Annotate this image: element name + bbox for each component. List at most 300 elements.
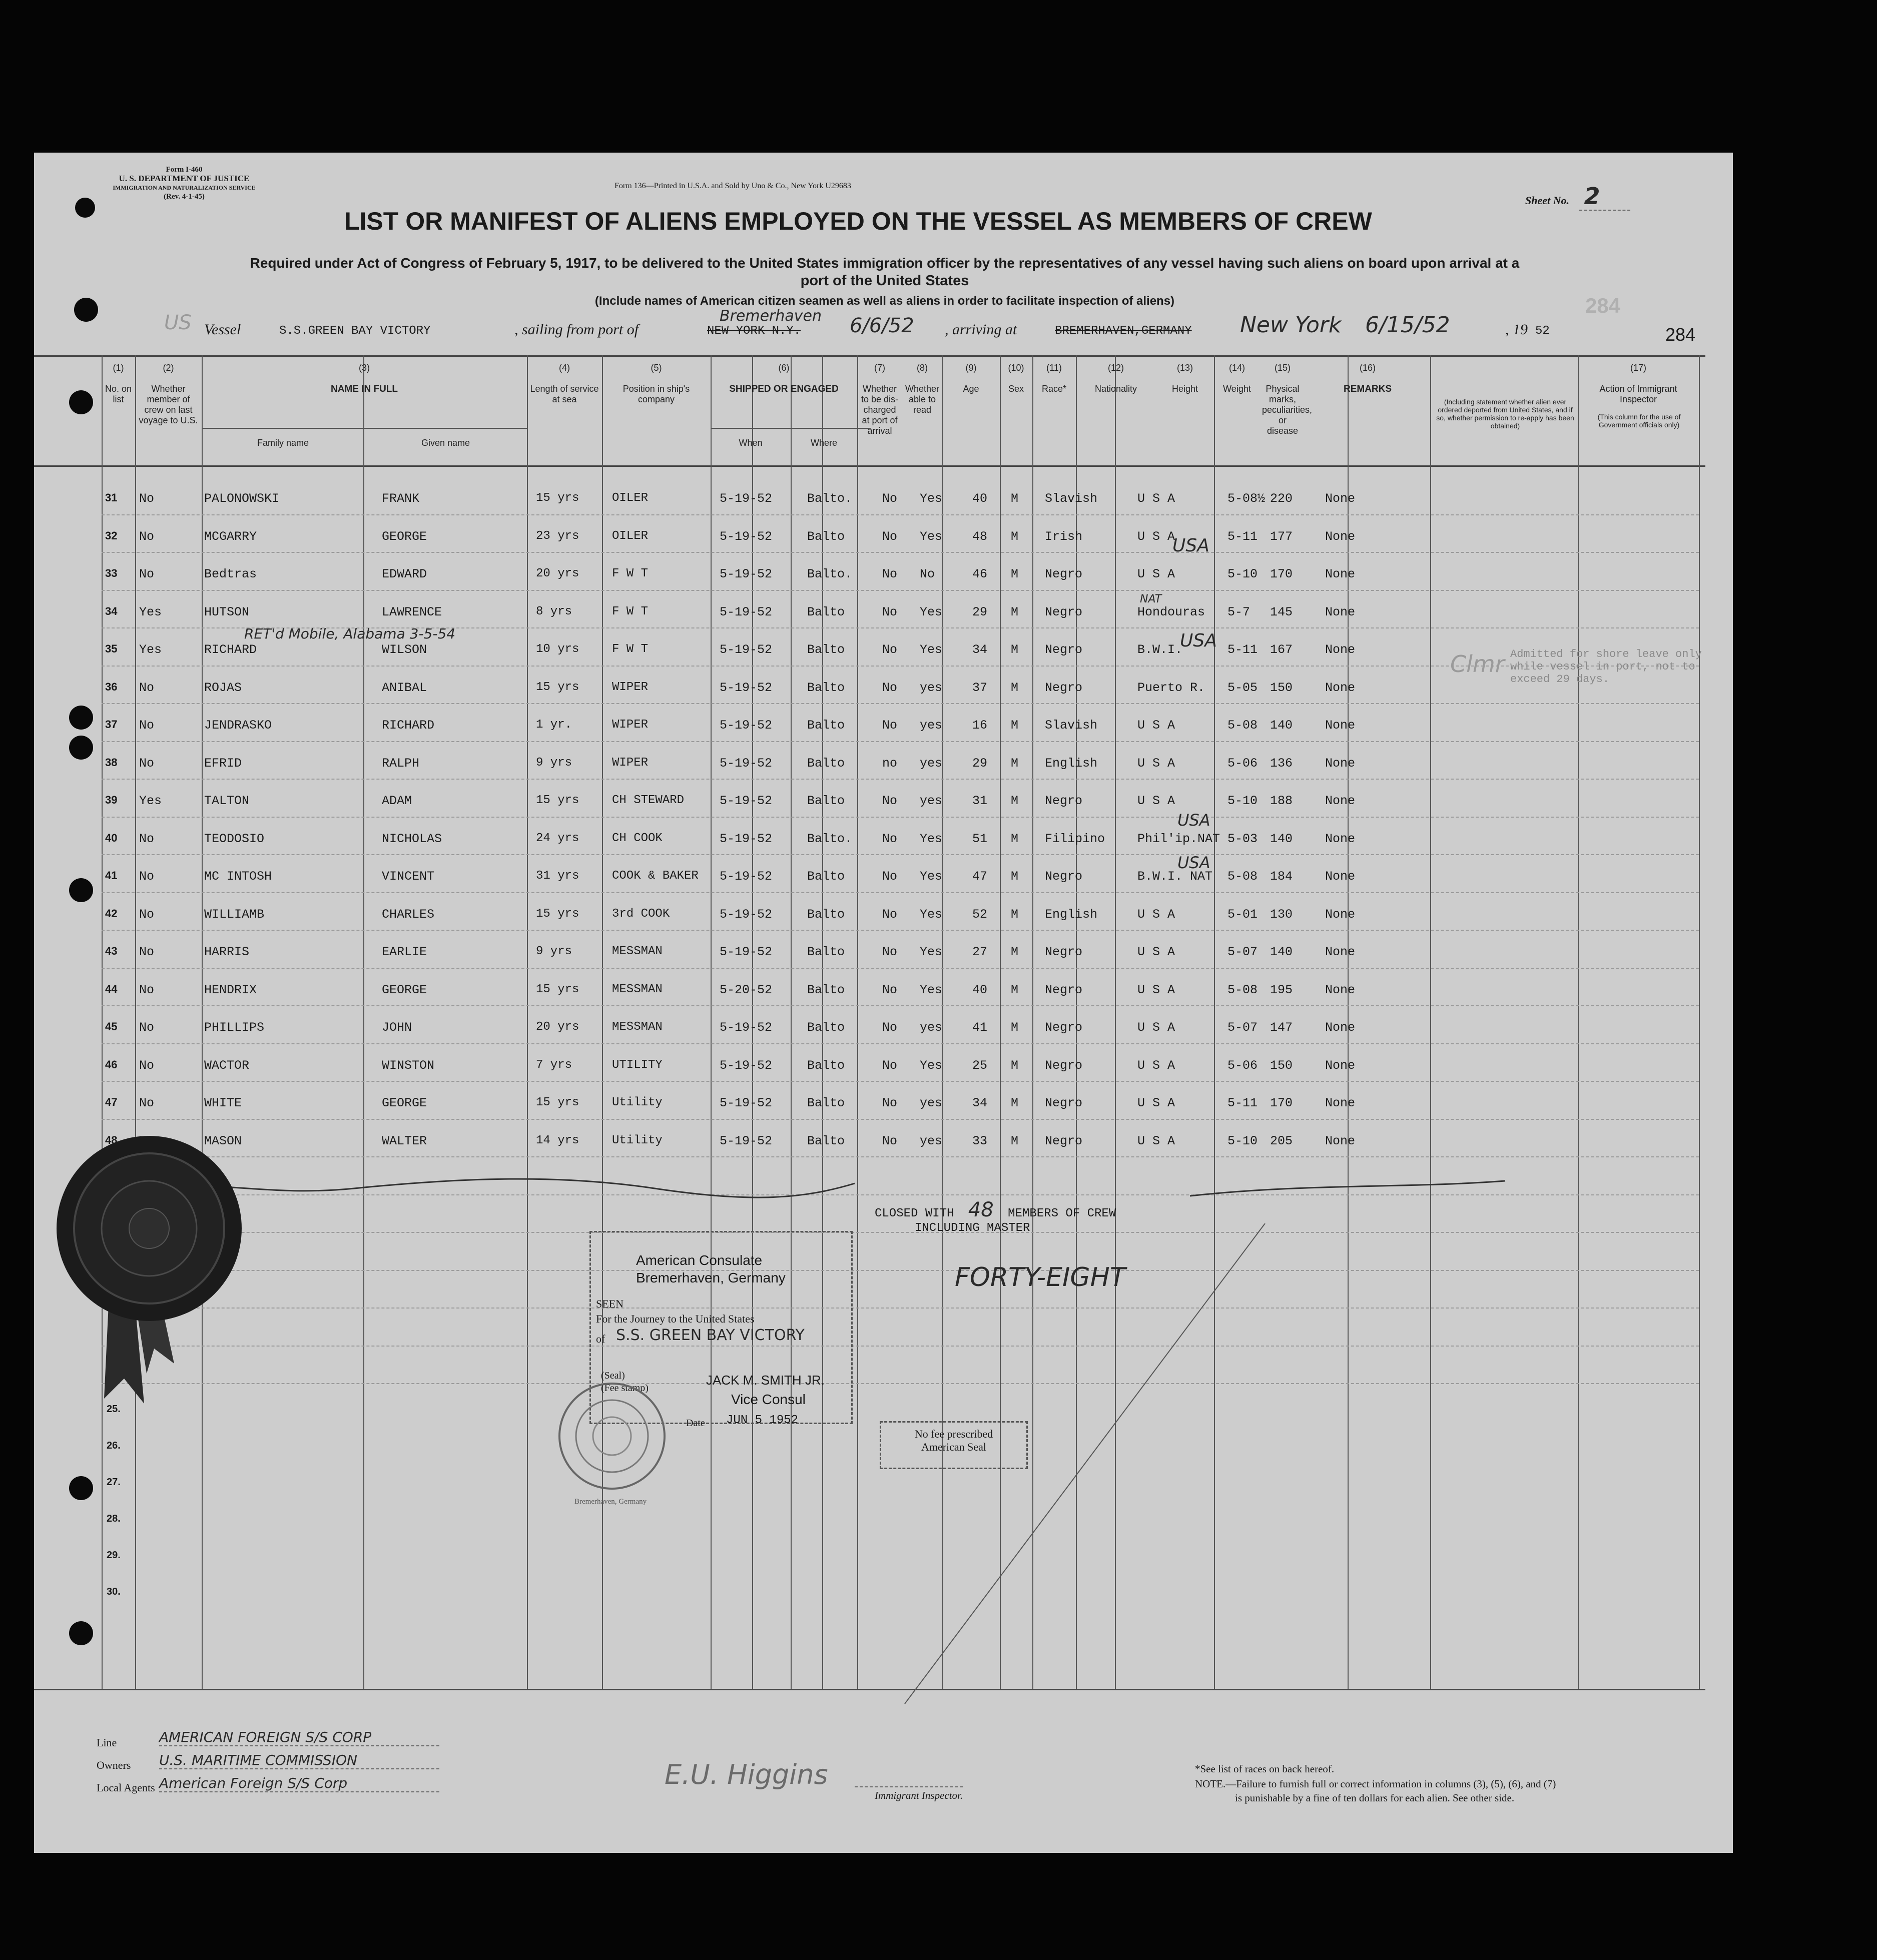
shipped-subheader-line xyxy=(711,428,871,429)
column-header-label: Length of service at sea xyxy=(530,384,599,404)
cell-race: English xyxy=(1045,756,1098,771)
cell-when: 5-19-52 xyxy=(720,680,773,695)
consulate-vessel: S.S. GREEN BAY VICTORY xyxy=(616,1327,805,1344)
cell-given: LAWRENCE xyxy=(382,604,442,619)
row-rule xyxy=(102,1081,1699,1082)
cell-age: 16 xyxy=(972,718,988,733)
column-header-number: (8) xyxy=(917,363,928,373)
cell-weight: 140 xyxy=(1270,831,1293,846)
cell-service: 8 yrs xyxy=(536,604,572,618)
cell-where: Balto xyxy=(807,907,845,922)
usa-annotation-3: USA xyxy=(1177,811,1210,830)
seal-text: Bremerhaven, Germany xyxy=(574,1498,647,1506)
column-header-number: (5) xyxy=(651,363,662,373)
cell-position: MESSMAN xyxy=(612,945,663,958)
cell-read: yes xyxy=(920,718,943,733)
cell-no: 47 xyxy=(105,1096,118,1108)
arriving-label: , arriving at xyxy=(945,321,1017,338)
cell-family: MC INTOSH xyxy=(204,869,272,884)
row-rule xyxy=(102,590,1699,591)
cell-read: Yes xyxy=(920,1058,943,1073)
cell-read: Yes xyxy=(920,529,943,544)
cell-age: 34 xyxy=(972,642,988,657)
cell-given: CHARLES xyxy=(382,907,435,922)
cell-service: 23 yrs xyxy=(536,529,579,543)
cell-no: 38 xyxy=(105,756,118,769)
cell-read: Yes xyxy=(920,907,943,922)
races-note: *See list of races on back hereof. xyxy=(1195,1763,1335,1775)
vessel-mark: US xyxy=(164,311,192,334)
cell-when: 5-19-52 xyxy=(720,831,773,846)
returned-note: RET'd Mobile, Alabama 3-5-54 xyxy=(244,625,456,642)
cell-discharge: No xyxy=(882,529,898,544)
cell-position: Utility xyxy=(612,1133,663,1147)
cell-height: 5-10 xyxy=(1227,794,1258,808)
consulate-date-label: Date xyxy=(686,1418,705,1429)
column-divider xyxy=(102,355,103,1689)
cell-where: Balto xyxy=(807,869,845,884)
cell-given: WILSON xyxy=(382,642,427,657)
cell-weight: 220 xyxy=(1270,491,1293,506)
cell-given: GEORGE xyxy=(382,529,427,544)
row-rule xyxy=(102,703,1699,704)
remarks-note: (Including statement whether alien ever ordered deported from United States, and if so, whether permission to re-apply has been obtained) xyxy=(1436,398,1574,430)
column-header-number: (6) xyxy=(778,363,790,373)
empty-row-number: 25. xyxy=(107,1404,121,1415)
cell-age: 40 xyxy=(972,491,988,506)
cell-age: 47 xyxy=(972,869,988,884)
cell-read: No xyxy=(920,567,935,581)
cell-discharge: No xyxy=(882,831,898,846)
owners-label: Owners xyxy=(97,1759,131,1771)
cell-discharge: No xyxy=(882,1058,898,1073)
cell-given: WINSTON xyxy=(382,1058,435,1073)
cell-height: 5-10 xyxy=(1227,567,1258,581)
cell-where: Balto xyxy=(807,794,845,808)
cell-service: 24 yrs xyxy=(536,831,579,845)
cell-position: CH STEWARD xyxy=(612,794,685,807)
cell-height: 5-08½ xyxy=(1227,491,1266,506)
embossed-seal-icon xyxy=(554,1379,670,1494)
cell-when: 5-19-52 xyxy=(720,907,773,922)
column-divider xyxy=(791,355,792,1689)
cell-when: 5-19-52 xyxy=(720,1020,773,1035)
cell-where: Balto xyxy=(807,604,845,619)
cell-position: F W T xyxy=(612,642,649,656)
cell-race: Negro xyxy=(1045,604,1083,619)
cell-weight: 130 xyxy=(1270,907,1293,922)
cell-family: Bedtras xyxy=(204,567,257,581)
cell-discharge: No xyxy=(882,907,898,922)
subtitle-line-3: (Include names of American citizen seamen as well as aliens in order to facilitate inspection of aliens) xyxy=(594,294,1175,308)
cell-where: Balto xyxy=(807,529,845,544)
cell-age: 29 xyxy=(972,604,988,619)
cell-family: PALONOWSKI xyxy=(204,491,280,506)
cell-when: 5-19-52 xyxy=(720,1096,773,1110)
cell-height: 5-07 xyxy=(1227,945,1258,959)
cell-read: Yes xyxy=(920,604,943,619)
cell-where: Balto. xyxy=(807,491,853,506)
cell-height: 5-03 xyxy=(1227,831,1258,846)
cell-age: 33 xyxy=(972,1133,988,1148)
cell-nationality: U S A xyxy=(1137,1020,1175,1035)
cell-when: 5-19-52 xyxy=(720,642,773,657)
cell-nationality: U S A xyxy=(1137,982,1175,997)
cell-given: ANIBAL xyxy=(382,680,427,695)
cell-where: Balto. xyxy=(807,831,853,846)
cell-where: Balto xyxy=(807,718,845,733)
cell-nationality: U S A xyxy=(1137,945,1175,959)
cell-weight: 170 xyxy=(1270,1096,1293,1110)
cell-family: JENDRASKO xyxy=(204,718,272,733)
cell-weight: 205 xyxy=(1270,1133,1293,1148)
cell-no: 31 xyxy=(105,491,118,504)
cell-weight: 184 xyxy=(1270,869,1293,884)
cell-sex: M xyxy=(1011,1020,1019,1035)
cell-given: NICHOLAS xyxy=(382,831,442,846)
name-subheader-line xyxy=(202,428,527,429)
cell-family: WHITE xyxy=(204,1096,242,1110)
cell-marks: None xyxy=(1325,831,1356,846)
subheader-family: Family name xyxy=(257,438,309,448)
column-header-number: (2) xyxy=(163,363,174,373)
cell-race: Negro xyxy=(1045,945,1083,959)
agents-label: Local Agents xyxy=(97,1781,155,1794)
cell-race: Negro xyxy=(1045,982,1083,997)
cell-position: MESSMAN xyxy=(612,982,663,996)
cell-where: Balto. xyxy=(807,567,853,581)
column-header-label: Nationality xyxy=(1094,384,1137,394)
cell-given: GEORGE xyxy=(382,982,427,997)
agents-value: American Foreign S/S Corp xyxy=(159,1775,439,1792)
cell-sex: M xyxy=(1011,945,1019,959)
cell-sex: M xyxy=(1011,869,1019,884)
column-header-label: SHIPPED OR ENGAGED xyxy=(729,384,839,394)
cell-sex: M xyxy=(1011,794,1019,808)
cell-given: JOHN xyxy=(382,1020,412,1035)
subheader-given: Given name xyxy=(421,438,470,448)
table-bottom-border xyxy=(34,1689,1705,1690)
cell-when: 5-19-52 xyxy=(720,604,773,619)
cell-when: 5-19-52 xyxy=(720,1133,773,1148)
cell-height: 5-05 xyxy=(1227,680,1258,695)
column-header-number: (17) xyxy=(1630,363,1646,373)
column-header-number: (3) xyxy=(359,363,370,373)
column-header-number: (14) xyxy=(1228,363,1245,373)
cell-position: 3rd COOK xyxy=(612,907,670,921)
cell-no: 44 xyxy=(105,982,118,995)
column-divider xyxy=(711,355,712,1689)
cell-sex: M xyxy=(1011,1058,1019,1073)
cell-family: MASON xyxy=(204,1133,242,1148)
column-header-label: Whether member of crew on last voyage to U.S. xyxy=(139,384,198,425)
sheet-no: 2 xyxy=(1579,183,1630,211)
cell-weight: 140 xyxy=(1270,945,1293,959)
cell-marks: None xyxy=(1325,529,1356,544)
cell-position: F W T xyxy=(612,604,649,618)
cell-sex: M xyxy=(1011,831,1019,846)
cell-prev: Yes xyxy=(139,642,162,657)
cell-prev: No xyxy=(139,718,155,733)
column-header-label: Position in ship's company xyxy=(622,384,690,404)
cell-family: HUTSON xyxy=(204,604,250,619)
cell-nationality: Phil'ip.NAT xyxy=(1137,831,1220,846)
cell-given: RICHARD xyxy=(382,718,435,733)
cell-no: 36 xyxy=(105,680,118,693)
row-rule xyxy=(102,930,1699,931)
column-header-label: Height xyxy=(1171,384,1198,394)
cell-read: Yes xyxy=(920,869,943,884)
cell-nationality: Hondouras xyxy=(1137,604,1205,619)
column-header-label: Whether to be dis-charged at port of arrival xyxy=(861,384,899,436)
cell-when: 5-19-52 xyxy=(720,869,773,884)
cell-no: 45 xyxy=(105,1020,118,1033)
department: U. S. DEPARTMENT OF JUSTICE xyxy=(119,174,250,183)
cell-given: ADAM xyxy=(382,794,412,808)
consulate-seal: (Seal) xyxy=(601,1370,625,1381)
cell-position: COOK & BAKER xyxy=(612,869,699,883)
row-rule xyxy=(102,779,1699,780)
cell-race: Slavish xyxy=(1045,718,1098,733)
cell-prev: No xyxy=(139,1058,155,1073)
cell-service: 15 yrs xyxy=(536,491,579,505)
empty-row-number: 30. xyxy=(107,1586,121,1597)
cell-age: 31 xyxy=(972,794,988,808)
sailing-label: , sailing from port of xyxy=(514,321,639,338)
cell-race: Negro xyxy=(1045,1096,1083,1110)
cell-marks: None xyxy=(1325,869,1356,884)
subheader-where: Where xyxy=(810,438,837,448)
subtitle-line-1: Required under Act of Congress of February 5, 1917, to be delivered to the United States immigration officer by the representatives of any vessel having such aliens on board upon arrival at a xyxy=(250,255,1520,271)
column-header-label: Action of Immigrant Inspector xyxy=(1599,384,1677,404)
cell-age: 34 xyxy=(972,1096,988,1110)
cell-when: 5-19-52 xyxy=(720,1058,773,1073)
cell-height: 5-11 xyxy=(1227,1096,1258,1110)
column-header-number: (9) xyxy=(965,363,977,373)
cell-race: Slavish xyxy=(1045,491,1098,506)
sheet-label: Sheet No. xyxy=(1525,194,1569,207)
cell-sex: M xyxy=(1011,491,1019,506)
cell-position: OILER xyxy=(612,491,649,505)
usa-annotation-4: USA xyxy=(1177,853,1210,872)
cell-height: 5-06 xyxy=(1227,1058,1258,1073)
cell-service: 7 yrs xyxy=(536,1058,572,1072)
subheader-when: When xyxy=(739,438,763,448)
cell-nationality: U S A xyxy=(1137,491,1175,506)
cell-sex: M xyxy=(1011,604,1019,619)
closing-wave-line xyxy=(104,1168,1605,1208)
column-header-label: REMARKS xyxy=(1343,384,1392,394)
cell-age: 29 xyxy=(972,756,988,771)
cell-when: 5-19-52 xyxy=(720,567,773,581)
form-id: Form I-460 xyxy=(166,166,203,174)
cell-discharge: No xyxy=(882,945,898,959)
column-header-label: NAME IN FULL xyxy=(330,384,398,394)
cell-prev: No xyxy=(139,907,155,922)
cell-sex: M xyxy=(1011,567,1019,581)
cell-service: 10 yrs xyxy=(536,642,579,656)
remark-typed: Admitted for shore leave only while vessel in port, not to exceed 29 days. xyxy=(1510,648,1702,686)
cell-sex: M xyxy=(1011,718,1019,733)
column-header-number: (4) xyxy=(559,363,570,373)
row-rule xyxy=(102,1119,1699,1120)
cell-prev: No xyxy=(139,1096,155,1110)
cell-prev: Yes xyxy=(139,604,162,619)
fine-note-1: NOTE.—Failure to furnish full or correct information in columns (3), (5), (6), and (7) xyxy=(1195,1778,1556,1790)
cell-read: yes xyxy=(920,680,943,695)
service: IMMIGRATION AND NATURALIZATION SERVICE xyxy=(113,184,256,191)
line-value: AMERICAN FOREIGN S/S CORP xyxy=(159,1729,439,1746)
cell-given: EARLIE xyxy=(382,945,427,959)
cell-marks: None xyxy=(1325,604,1356,619)
cell-discharge: No xyxy=(882,1096,898,1110)
cell-where: Balto xyxy=(807,1133,845,1148)
cell-read: Yes xyxy=(920,831,943,846)
cell-height: 5-08 xyxy=(1227,869,1258,884)
remark-handwritten: Clmr xyxy=(1450,650,1505,678)
cell-when: 5-19-52 xyxy=(720,529,773,544)
cell-nationality: U S A xyxy=(1137,529,1175,544)
cell-read: yes xyxy=(920,1133,943,1148)
row-rule xyxy=(102,741,1699,742)
cell-discharge: No xyxy=(882,794,898,808)
port-to-hand: New York xyxy=(1240,312,1342,338)
cell-weight: 177 xyxy=(1270,529,1293,544)
cell-age: 37 xyxy=(972,680,988,695)
cell-no: 33 xyxy=(105,567,118,579)
subtitle-line-2: port of the United States xyxy=(800,273,969,289)
cell-family: TEODOSIO xyxy=(204,831,265,846)
cell-position: OILER xyxy=(612,529,649,543)
cell-nationality: B.W.I. xyxy=(1137,642,1183,657)
row-rule xyxy=(102,1005,1699,1006)
owners-value: U.S. MARITIME COMMISSION xyxy=(159,1752,439,1769)
cell-sex: M xyxy=(1011,1133,1019,1148)
cell-where: Balto xyxy=(807,1058,845,1073)
usa-annotation-1: USA xyxy=(1172,535,1209,556)
cell-when: 5-19-52 xyxy=(720,756,773,771)
cell-sex: M xyxy=(1011,907,1019,922)
cell-weight: 150 xyxy=(1270,680,1293,695)
cell-discharge: No xyxy=(882,718,898,733)
cell-age: 48 xyxy=(972,529,988,544)
table-header-bottom xyxy=(34,465,1705,467)
row-rule xyxy=(102,1043,1699,1044)
cell-race: Negro xyxy=(1045,642,1083,657)
cell-height: 5-7 xyxy=(1227,604,1250,619)
nat-annotation: NAT xyxy=(1140,593,1162,605)
column-header-label: Sex xyxy=(1008,384,1024,394)
cell-where: Balto xyxy=(807,1096,845,1110)
cell-discharge: No xyxy=(882,869,898,884)
cell-prev: No xyxy=(139,567,155,581)
cell-height: 5-08 xyxy=(1227,982,1258,997)
cell-sex: M xyxy=(1011,529,1019,544)
cell-position: F W T xyxy=(612,567,649,580)
year-label: , 19 xyxy=(1505,321,1528,338)
column-header-number: (13) xyxy=(1176,363,1193,373)
cell-height: 5-06 xyxy=(1227,756,1258,771)
column-divider xyxy=(363,355,364,1689)
cell-age: 46 xyxy=(972,567,988,581)
column-header-number: (7) xyxy=(874,363,885,373)
column-header-label: Whether able to read xyxy=(905,384,940,415)
column-divider xyxy=(1578,355,1579,1689)
column-divider xyxy=(1699,355,1700,1689)
manifest-sheet xyxy=(34,153,1733,1853)
cell-prev: No xyxy=(139,1020,155,1035)
cell-discharge: No xyxy=(882,642,898,657)
cell-sex: M xyxy=(1011,680,1019,695)
cell-discharge: No xyxy=(882,567,898,581)
no-fee-line-2: American Seal xyxy=(921,1441,987,1453)
vessel-label: Vessel xyxy=(204,321,241,338)
closed-with: CLOSED WITH xyxy=(875,1207,954,1220)
consulate-seen: SEEN xyxy=(596,1297,623,1310)
line-label: Line xyxy=(97,1736,117,1749)
cell-no: 41 xyxy=(105,869,118,882)
cell-weight: 147 xyxy=(1270,1020,1293,1035)
row-rule xyxy=(102,968,1699,969)
cell-marks: None xyxy=(1325,680,1356,695)
cell-age: 25 xyxy=(972,1058,988,1073)
cell-service: 15 yrs xyxy=(536,982,579,996)
cell-family: HARRIS xyxy=(204,945,250,959)
port-from-hand: Bremerhaven xyxy=(720,307,822,325)
column-header-number: (16) xyxy=(1359,363,1376,373)
row-rule xyxy=(102,552,1699,553)
consul-title: Vice Consul xyxy=(731,1392,806,1407)
cell-nationality: U S A xyxy=(1137,1096,1175,1110)
cell-read: Yes xyxy=(920,945,943,959)
cell-discharge: No xyxy=(882,1020,898,1035)
column-divider xyxy=(202,355,203,1689)
column-header-label: Physical marks, peculiarities, or disease xyxy=(1262,384,1313,436)
cell-age: 52 xyxy=(972,907,988,922)
cell-position: MESSMAN xyxy=(612,1020,663,1034)
consulate-journey: For the Journey to the United States xyxy=(596,1313,755,1325)
empty-row-number: 27. xyxy=(107,1477,121,1488)
cell-race: Irish xyxy=(1045,529,1083,544)
row-rule xyxy=(102,892,1699,893)
cell-service: 15 yrs xyxy=(536,1096,579,1109)
cell-when: 5-19-52 xyxy=(720,718,773,733)
cell-marks: None xyxy=(1325,907,1356,922)
cell-discharge: no xyxy=(882,756,898,771)
year: 52 xyxy=(1535,324,1550,338)
wax-seal-icon xyxy=(39,1128,259,1409)
cell-position: CH COOK xyxy=(612,831,663,845)
page-number: 284 xyxy=(1665,324,1696,345)
cell-family: ROJAS xyxy=(204,680,242,695)
empty-row-number: 28. xyxy=(107,1513,121,1524)
cell-height: 5-08 xyxy=(1227,718,1258,733)
cell-discharge: No xyxy=(882,982,898,997)
no-fee-line-1: No fee prescribed xyxy=(914,1428,993,1440)
cell-where: Balto xyxy=(807,1020,845,1035)
cell-marks: None xyxy=(1325,718,1356,733)
cell-age: 41 xyxy=(972,1020,988,1035)
cell-marks: None xyxy=(1325,1096,1356,1110)
row-rule xyxy=(102,514,1699,515)
cell-read: Yes xyxy=(920,982,943,997)
column-divider xyxy=(1430,355,1431,1689)
cell-nationality: U S A xyxy=(1137,1133,1175,1148)
cell-prev: No xyxy=(139,529,155,544)
consulate-of: of xyxy=(596,1333,605,1345)
cell-service: 9 yrs xyxy=(536,945,572,958)
cell-race: Negro xyxy=(1045,1133,1083,1148)
